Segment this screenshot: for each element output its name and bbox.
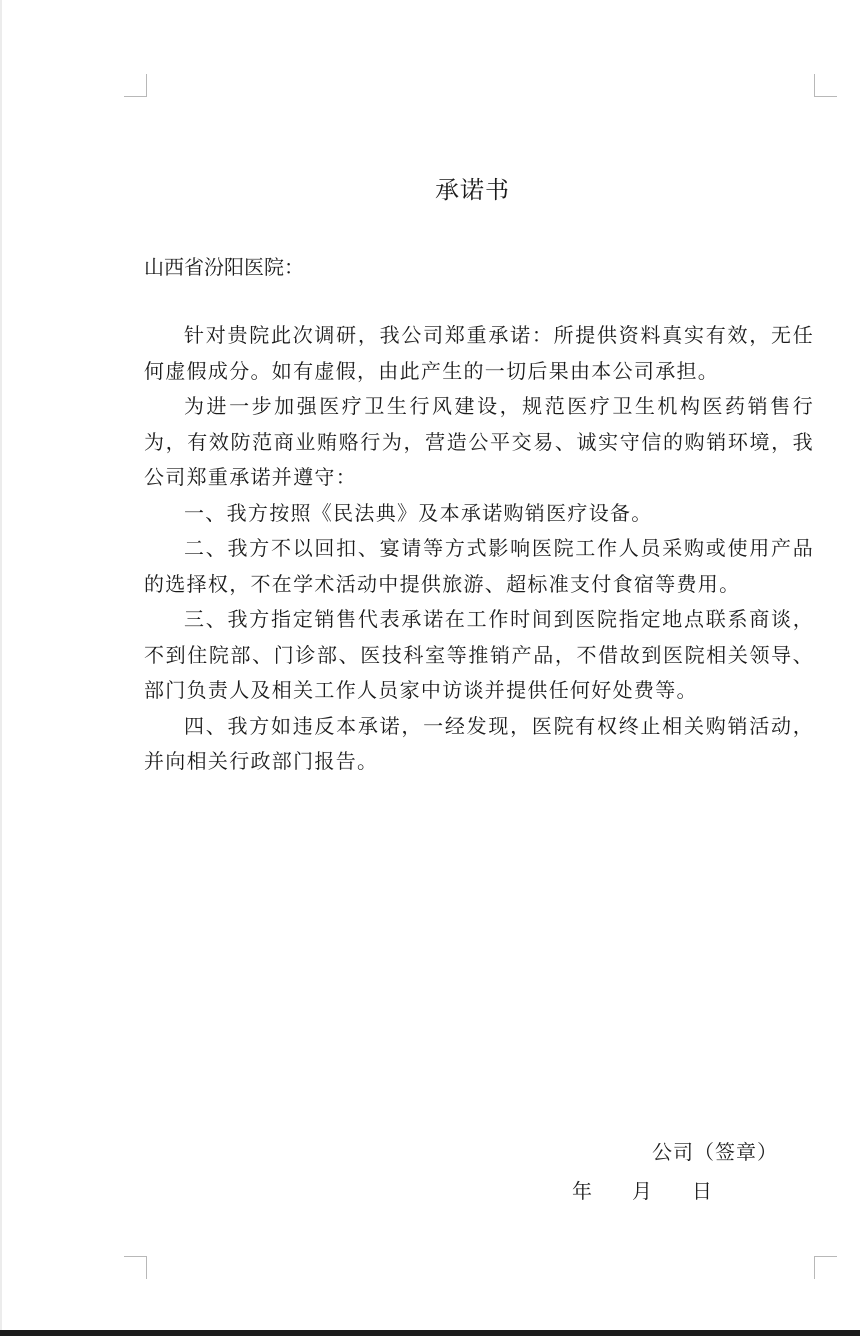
date-line <box>572 1175 712 1207</box>
paragraph-item-1: 一、我方按照《民法典》及本承诺购销医疗设备。 <box>184 500 653 525</box>
crop-mark-bottom-left <box>124 1256 147 1279</box>
company-signature-label: 公司（签章） <box>652 1140 778 1164</box>
paragraph-intro: 为进一步加强医疗卫生行风建设，规范医疗卫生机构医药销售行为，有效防范商业贿赂行为，营造公平交易、诚实守信的购销环境，我公司郑重承诺并遵守： <box>144 394 814 489</box>
paragraph-item-4: 四、我方如违反本承诺，一经发现，医院有权终止相关购销活动，并向相关行政部门报告。 <box>144 713 814 773</box>
date-year: 年 <box>572 1179 592 1203</box>
paragraph-item-2: 二、我方不以回扣、宴请等方式影响医院工作人员采购或使用产品的选择权，不在学术活动中提供旅游、超标准支付食宿等费用。 <box>144 536 814 596</box>
crop-mark-bottom-right <box>814 1256 837 1279</box>
document-body <box>144 318 814 780</box>
paragraph-commitment: 针对贵院此次调研，我公司郑重承诺：所提供资料真实有效，无任何虚假成分。如有虚假，由此产生的一切后果由本公司承担。 <box>144 323 814 383</box>
crop-mark-top-right <box>814 74 837 97</box>
salutation: 山西省汾阳医院： <box>144 255 304 279</box>
date-day: 日 <box>692 1179 712 1203</box>
document-title: 承诺书 <box>435 176 510 204</box>
bottom-bar <box>0 1330 860 1336</box>
paragraph-item-3: 三、我方指定销售代表承诺在工作时间到医院指定地点联系商谈，不到住院部、门诊部、医技科室等推销产品，不借故到医院相关领导、部门负责人及相关工作人员家中访谈并提供任何好处费等。 <box>144 607 814 702</box>
crop-mark-top-left <box>124 74 147 97</box>
date-month: 月 <box>632 1179 652 1203</box>
